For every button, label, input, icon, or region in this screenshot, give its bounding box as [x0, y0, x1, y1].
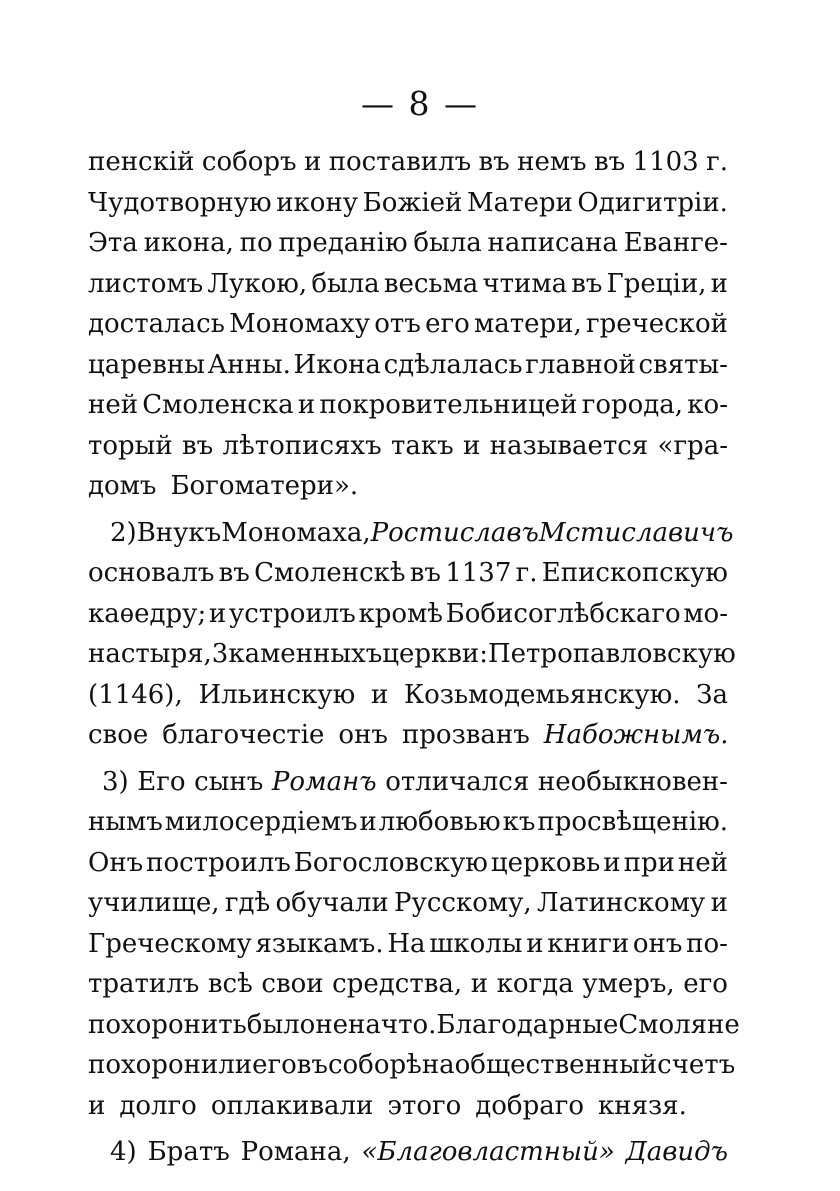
paragraph-2-start: 2) Внукъ Мономаха, Ростиславъ Мстиславичъ: [110, 517, 734, 548]
text-line: ней Смоленска и покровительницей города, ко-: [88, 390, 728, 420]
text-line: нымъ милосердіемъ и любовью къ просвѣщенію.: [88, 807, 728, 837]
text-line: Греческому языкамъ. На школы и книги онъ по-: [88, 928, 728, 959]
body-text: [88, 142, 740, 1173]
text-line: училище, гдѣ обучали Русскому, Латинскому и: [88, 888, 728, 918]
text-line: каѳедру; и устроилъ кромѣ Бобисоглѣбскаго мо-: [88, 598, 728, 629]
text-line: основалъ въ Смоленскѣ въ 1137 г. Епископскую: [88, 558, 728, 588]
text-line: домъ Богоматери».: [88, 471, 359, 501]
page-number: — 8 —: [361, 84, 479, 123]
text-line: листомъ Лукою, была весьма чтима въ Греціи, и: [88, 268, 728, 299]
text-line: Эта икона, по преданію была написана Еванге-: [88, 228, 728, 258]
text-line: настыря, 3 каменныхъ церкви: Петропавловскую: [88, 639, 736, 669]
text-line: тратилъ всѣ свои средства, и когда умеръ, его: [88, 969, 728, 999]
text-line: досталась Мономаху отъ его матери, греческой: [88, 309, 728, 339]
text-line: Онъ построилъ Богословскую церковь и при ней: [88, 847, 728, 878]
text-line: царевны Анны. Икона сдѣлалась главной святы-: [88, 349, 728, 380]
text-line: похоронить было не на что. Благодарные Смоляне: [88, 1009, 740, 1040]
text-line: похоронили его въ соборѣ на общественный счетъ: [88, 1050, 736, 1080]
text-line: (1146), Ильинскую и Козьмодемьянскую. За: [88, 679, 728, 710]
paragraph-3-start: 3) Его сынъ Романъ отличался необыкновен-: [102, 766, 728, 797]
text-line: свое благочестіе онъ прозванъ Набожнымъ.: [88, 720, 729, 750]
text-line: пенскій соборъ и поставилъ въ немъ въ 1103 г.: [88, 147, 728, 177]
paragraph-4-start: 4) Братъ Романа, «Благовластный» Давидъ: [110, 1137, 728, 1167]
text-line: и долго оплакивали этого добраго князя.: [88, 1090, 687, 1121]
text-line: торый въ лѣтописяхъ такъ и называется «гра-: [88, 430, 728, 461]
text-line: Чудотворную икону Божіей Матери Одигитріи.: [88, 187, 728, 218]
